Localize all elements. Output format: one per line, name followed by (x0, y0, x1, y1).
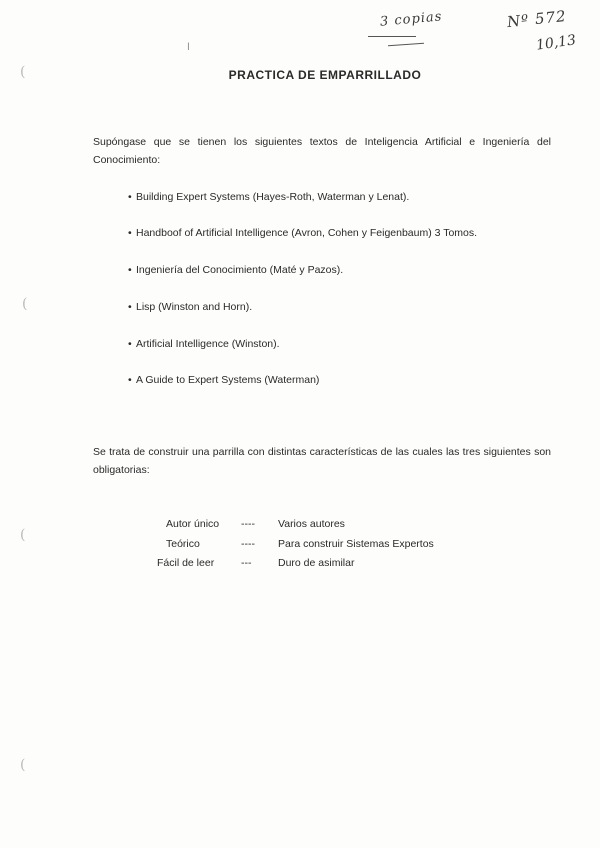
handwritten-document-number: Nº 572 (506, 6, 568, 32)
handwritten-copies-note: 3 copias (379, 9, 443, 30)
book-list-item (128, 301, 252, 313)
bullet-icon: • (128, 374, 132, 386)
characteristic-left: Autor único (166, 518, 220, 530)
characteristic-separator: --- (241, 557, 252, 569)
book-title: Lisp (Winston and Horn). (136, 301, 253, 313)
bullet-icon: • (128, 264, 132, 276)
book-list-item (128, 374, 319, 386)
handwritten-underline (388, 43, 424, 47)
book-title: A Guide to Expert Systems (Waterman) (136, 374, 320, 386)
punch-hole-mark: ( (20, 757, 26, 773)
book-list-item (128, 338, 280, 350)
characteristic-separator: ---- (241, 538, 255, 550)
characteristic-right: Duro de asimilar (278, 557, 355, 569)
book-list-item (128, 264, 343, 276)
characteristic-separator: ---- (241, 518, 255, 530)
book-title: Ingeniería del Conocimiento (Maté y Pazos). (136, 264, 344, 276)
pen-mark: ⅼ (187, 42, 190, 53)
book-title: Handboof of Artificial Intelligence (Avron, Cohen y Feigenbaum) 3 Tomos. (136, 227, 478, 239)
punch-hole-mark: ( (20, 64, 26, 80)
handwritten-fraction: 10,13 (535, 32, 578, 54)
bullet-icon: • (128, 191, 132, 203)
book-list-item (128, 227, 477, 239)
characteristic-left: Fácil de leer (157, 557, 215, 569)
characteristic-right: Varios autores (278, 518, 345, 530)
intro-paragraph: Supóngase que se tienen los siguientes textos de Inteligencia Artificial e Ingeniería del Conocimiento: (93, 136, 551, 166)
book-title: Building Expert Systems (Hayes-Roth, Waterman y Lenat). (136, 191, 410, 203)
page-title: PRACTICA DE EMPARRILLADO (228, 68, 422, 82)
book-title: Artificial Intelligence (Winston). (136, 338, 280, 350)
bullet-icon: • (128, 338, 132, 350)
book-list-item (128, 191, 409, 203)
construct-paragraph: Se trata de construir una parrilla con distintas características de las cuales las tres siguientes son obligatorias: (93, 446, 551, 476)
characteristic-left: Teórico (166, 538, 200, 550)
bullet-icon: • (128, 227, 132, 239)
bullet-icon: • (128, 301, 132, 313)
characteristic-right: Para construir Sistemas Expertos (278, 538, 434, 550)
handwritten-underline (368, 36, 416, 37)
punch-hole-mark: ( (20, 527, 26, 543)
punch-hole-mark: ( (22, 296, 28, 312)
